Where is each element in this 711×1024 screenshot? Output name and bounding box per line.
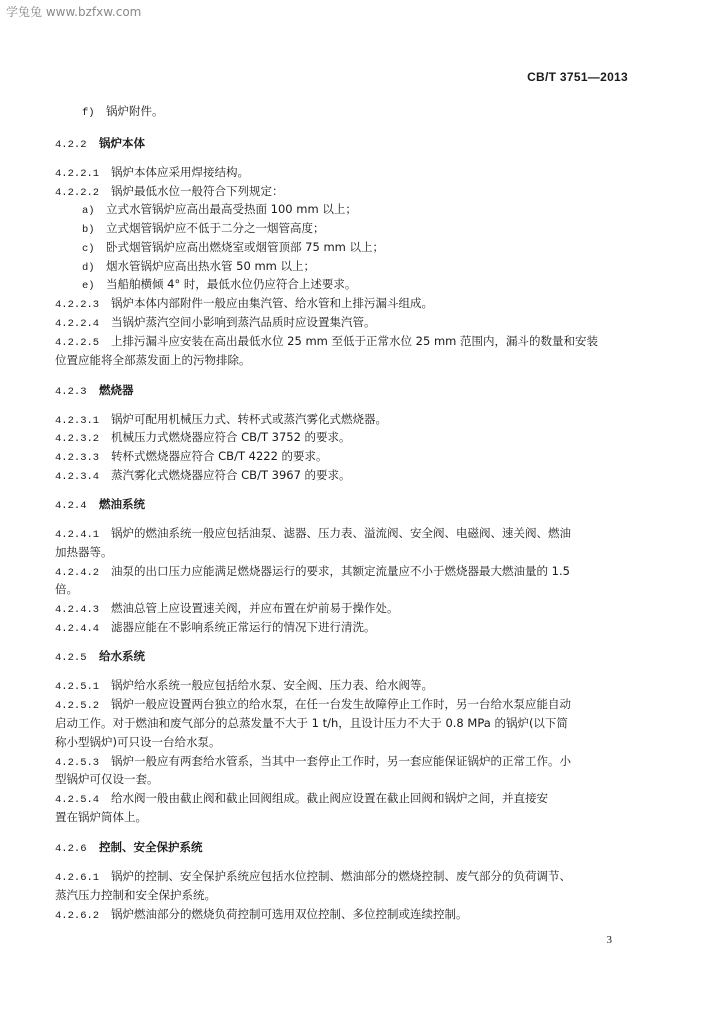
clause-4-2-2-1: 4.2.2.1 锅炉本体应采用焊接结构。 [55,165,249,180]
list-item-c: c) 卧式烟管锅炉应高出燃烧室或烟管顶部 75 mm 以上； [82,240,385,255]
clause-4-2-3-3: 4.2.3.3 转杯式燃烧器应符合 CB/T 4222 的要求。 [55,449,328,464]
section-heading-4-2-4: 4.2.4 燃油系统 [55,497,145,512]
clause-4-2-2-5-cont: 位置应能将全部蒸发面上的污物排除。 [55,353,251,367]
clause-4-2-4-1-cont: 加热器等。 [55,545,113,559]
clause-4-2-4-1: 4.2.4.1 锅炉的燃油系统一般应包括油泵、滤器、压力表、溢流阀、安全阀、电磁阀、速关阀、燃油 [55,526,571,541]
list-item-f: f) 锅炉附件。 [82,104,164,119]
clause-4-2-5-1: 4.2.5.1 锅炉给水系统一般应包括给水泵、安全阀、压力表、给水阀等。 [55,678,433,693]
clause-4-2-2-5: 4.2.2.5 上排污漏斗应安装在高出最低水位 25 mm 至低于正常水位 25 mm 范围内，漏斗的数量和安装 [55,334,599,349]
clause-4-2-5-3: 4.2.5.3 锅炉一般应有两套给水管系，当其中一套停止工作时，另一套应能保证锅炉的正常工作。小 [55,754,571,769]
section-heading-4-2-6: 4.2.6 控制、安全保护系统 [55,840,203,855]
watermark: 学兔兔 www.bzfxw.com [6,5,142,19]
list-item-d: d) 烟水管锅炉应高出热水管 50 mm 以上； [82,259,316,274]
clause-4-2-5-2-cont2: 称小型锅炉)可只设一台给水泵。 [55,735,221,749]
clause-4-2-4-2: 4.2.4.2 油泵的出口压力应能满足燃烧器运行的要求，其额定流量应不小于燃烧器最大燃油量的 1.5 [55,564,570,579]
list-item-b: b) 立式烟管锅炉应不低于二分之一烟管高度； [82,221,325,236]
clause-4-2-3-1: 4.2.3.1 锅炉可配用机械压力式、转杯式或蒸汽雾化式燃烧器。 [55,412,387,427]
list-item-e: e) 当船舶横倾 4° 时，最低水位仍应符合上述要求。 [82,277,357,292]
list-item-a: a) 立式水管锅炉应高出最高受热面 100 mm 以上； [82,202,357,217]
clause-4-2-5-2: 4.2.5.2 锅炉一般应设置两台独立的给水泵，在任一台发生故障停止工作时，另一台给水泵应能自动 [55,697,571,712]
clause-4-2-3-2: 4.2.3.2 机械压力式燃烧器应符合 CB/T 3752 的要求。 [55,430,351,445]
clause-4-2-4-2-cont: 倍。 [55,582,78,596]
clause-4-2-2-4: 4.2.2.4 当锅炉蒸汽空间小影响到蒸汽品质时应设置集汽管。 [55,315,376,330]
section-heading-4-2-5: 4.2.5 给水系统 [55,649,145,664]
clause-4-2-6-2: 4.2.6.2 锅炉燃油部分的燃烧负荷控制可选用双位控制、多位控制或连续控制。 [55,907,468,922]
standard-code: CB/T 3751—2013 [527,70,628,84]
page-number: 3 [606,934,612,946]
clause-4-2-5-4: 4.2.5.4 给水阀一般由截止阀和截止回阀组成。截止阀应设置在截止回阀和锅炉之间，并直接安 [55,791,548,806]
clause-4-2-4-4: 4.2.4.4 滤器应能在不影响系统正常运行的情况下进行清洗。 [55,620,376,635]
clause-4-2-2-3: 4.2.2.3 锅炉本体内部附件一般应由集汽管、给水管和上排污漏斗组成。 [55,296,433,311]
clause-4-2-6-1: 4.2.6.1 锅炉的控制、安全保护系统应包括水位控制、燃油部分的燃烧控制、废气部分的负荷调节、 [55,869,571,884]
section-heading-4-2-3: 4.2.3 燃烧器 [55,383,134,398]
clause-4-2-3-4: 4.2.3.4 蒸汽雾化式燃烧器应符合 CB/T 3967 的要求。 [55,468,351,483]
clause-4-2-4-3: 4.2.4.3 燃油总管上应设置速关阀，并应布置在炉前易于操作处。 [55,601,399,616]
section-heading-4-2-2: 4.2.2 锅炉本体 [55,136,145,151]
clause-4-2-5-3-cont: 型锅炉可仅设一套。 [55,772,159,786]
clause-4-2-2-2: 4.2.2.2 锅炉最低水位一般符合下列规定： [55,184,284,199]
clause-4-2-5-2-cont1: 启动工作。对于燃油和废气部分的总蒸发量不大于 1 t/h，且设计压力不大于 0.8 MPa 的锅炉(以下简 [55,716,568,730]
clause-4-2-6-1-cont: 蒸汽压力控制和安全保护系统。 [55,888,216,902]
clause-4-2-5-4-cont: 置在锅炉筒体上。 [55,810,147,824]
